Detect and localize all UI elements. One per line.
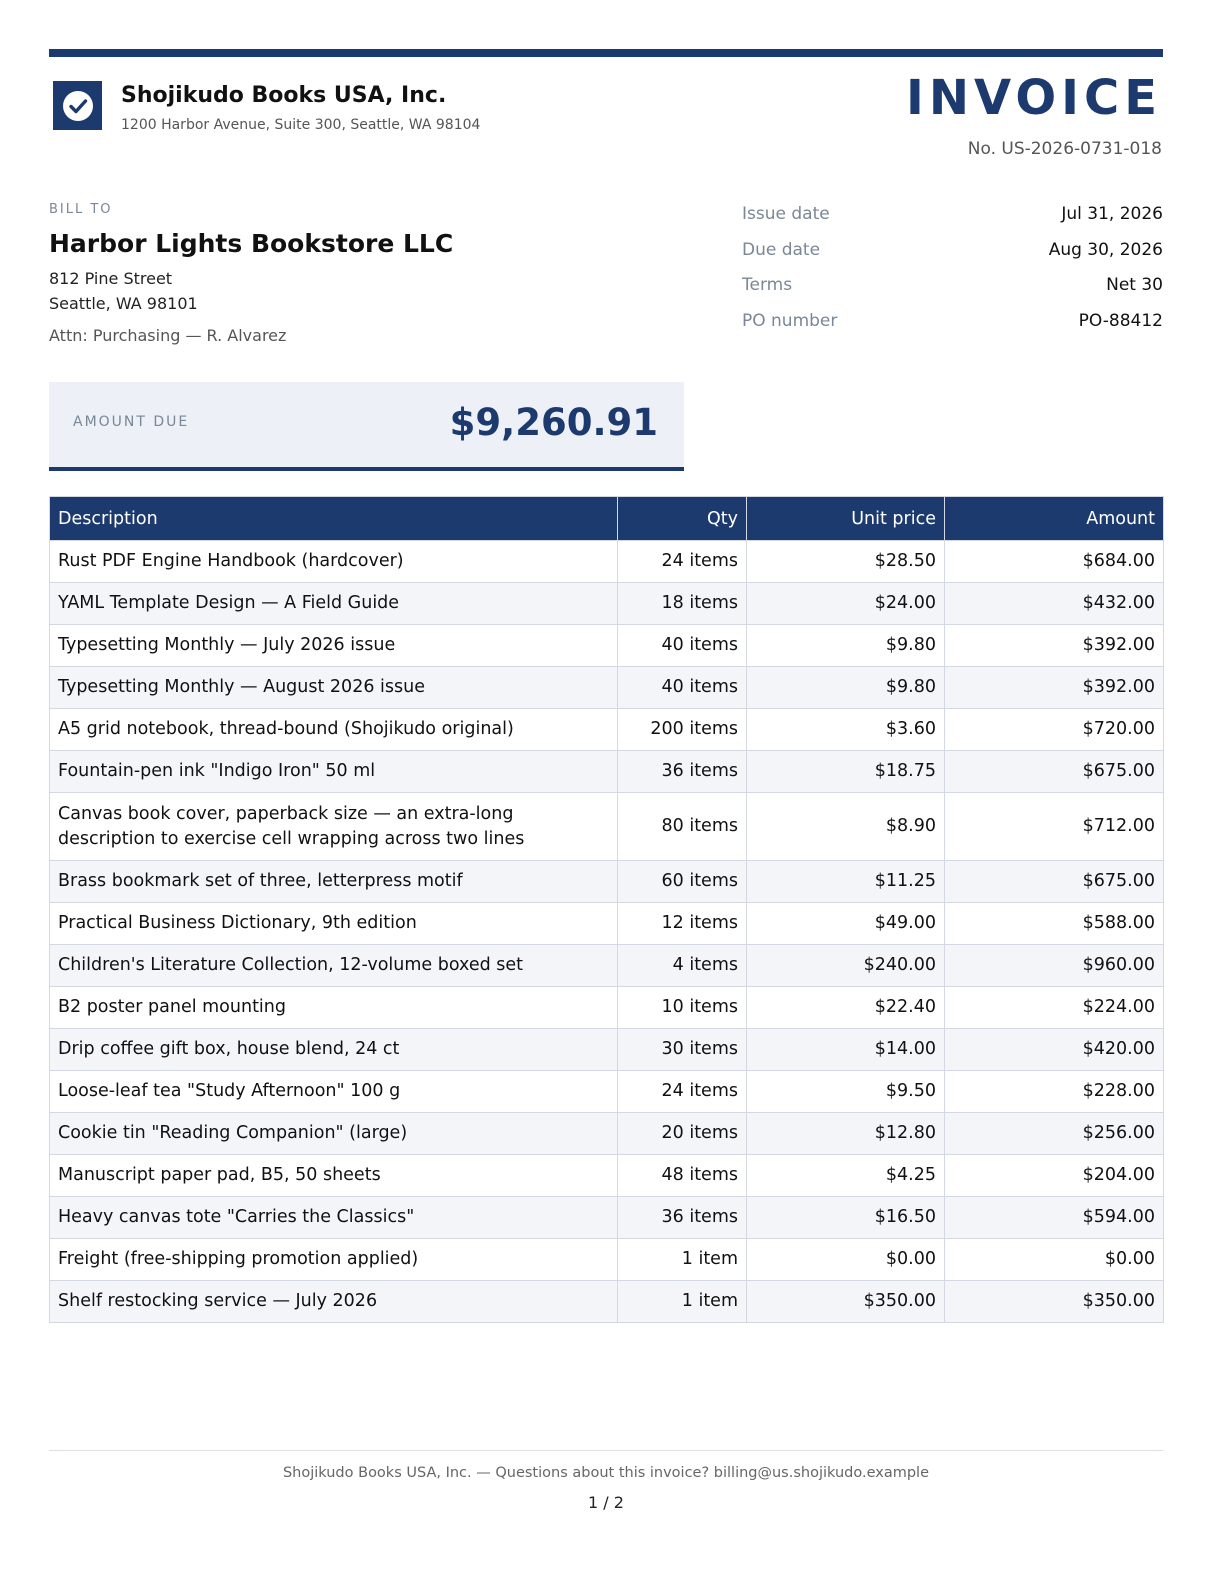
item-unit-price: $0.00 [747,1239,945,1281]
invoice-meta [742,204,1163,346]
item-qty: 200 items [618,709,747,751]
item-qty: 4 items [618,945,747,987]
item-unit-price: $9.80 [747,625,945,667]
item-amount: $594.00 [945,1197,1164,1239]
meta-row-terms [742,275,1163,311]
item-qty: 24 items [618,541,747,583]
item-qty: 1 item [618,1239,747,1281]
footer-contact: Shojikudo Books USA, Inc. — Questions about this invoice? billing@us.shojikudo.example [282,1465,930,1481]
item-unit-price: $28.50 [747,541,945,583]
item-qty: 24 items [618,1071,747,1113]
item-qty: 48 items [618,1155,747,1197]
column-header-description: Description [50,497,618,541]
item-amount: $684.00 [945,541,1164,583]
item-unit-price: $4.25 [747,1155,945,1197]
item-qty: 12 items [618,903,747,945]
table-row [50,861,1164,903]
table-row [50,667,1164,709]
bill-to-name: Harbor Lights Bookstore LLC [49,229,454,258]
item-amount: $712.00 [945,793,1164,861]
item-description: Shelf restocking service — July 2026 [50,1281,618,1323]
item-unit-price: $350.00 [747,1281,945,1323]
item-unit-price: $240.00 [747,945,945,987]
item-description: Practical Business Dictionary, 9th edition [50,903,618,945]
meta-value: Aug 30, 2026 [1048,239,1163,260]
item-unit-price: $9.50 [747,1071,945,1113]
table-row [50,541,1164,583]
meta-label: PO number [742,310,838,331]
item-qty: 10 items [618,987,747,1029]
meta-row-due-date [742,240,1163,276]
item-unit-price: $9.80 [747,667,945,709]
item-qty: 1 item [618,1281,747,1323]
table-row [50,903,1164,945]
table-row [50,1071,1164,1113]
item-description: Typesetting Monthly — July 2026 issue [50,625,618,667]
item-unit-price: $12.80 [747,1113,945,1155]
table-row [50,583,1164,625]
item-description: Children's Literature Collection, 12-volume boxed set [50,945,618,987]
table-row [50,945,1164,987]
meta-label: Due date [742,239,821,260]
amount-due-label: AMOUNT DUE [73,414,190,430]
item-unit-price: $11.25 [747,861,945,903]
meta-label: Issue date [742,204,830,224]
table-row [50,1239,1164,1281]
item-amount: $588.00 [945,903,1164,945]
item-amount: $256.00 [945,1113,1164,1155]
company-name: Shojikudo Books USA, Inc. [121,83,447,108]
item-amount: $224.00 [945,987,1164,1029]
item-amount: $960.00 [945,945,1164,987]
amount-due-value: $9,260.91 [449,401,658,444]
company-address: 1200 Harbor Avenue, Suite 300, Seattle, WA 98104 [121,117,481,133]
item-unit-price: $14.00 [747,1029,945,1071]
item-qty: 30 items [618,1029,747,1071]
table-header-row [50,497,1164,541]
check-badge-icon [53,81,102,130]
meta-value: Net 30 [1106,275,1163,295]
table-row [50,751,1164,793]
table-row [50,987,1164,1029]
meta-row-po-number [742,311,1163,347]
amount-due-box [49,382,684,471]
bill-to-city: Seattle, WA 98101 [49,294,198,313]
invoice-number: No. US-2026-0731-018 [967,139,1162,159]
item-qty: 60 items [618,861,747,903]
item-qty: 80 items [618,793,747,861]
item-description: Loose-leaf tea "Study Afternoon" 100 g [50,1071,618,1113]
column-header-qty: Qty [618,497,747,541]
footer-divider [49,1450,1163,1451]
item-description: Drip coffee gift box, house blend, 24 ct [50,1029,618,1071]
item-description: Fountain-pen ink "Indigo Iron" 50 ml [50,751,618,793]
item-amount: $675.00 [945,861,1164,903]
item-description: Freight (free-shipping promotion applied) [50,1239,618,1281]
item-amount: $0.00 [945,1239,1164,1281]
bill-to-attn: Attn: Purchasing — R. Alvarez [49,326,287,345]
table-row [50,1113,1164,1155]
item-description: Rust PDF Engine Handbook (hardcover) [50,541,618,583]
item-description: Typesetting Monthly — August 2026 issue [50,667,618,709]
item-description: Brass bookmark set of three, letterpress motif [50,861,618,903]
item-qty: 40 items [618,625,747,667]
item-description: Heavy canvas tote "Carries the Classics" [50,1197,618,1239]
item-description: Cookie tin "Reading Companion" (large) [50,1113,618,1155]
item-unit-price: $22.40 [747,987,945,1029]
meta-label: Terms [742,275,793,295]
item-amount: $392.00 [945,667,1164,709]
item-unit-price: $16.50 [747,1197,945,1239]
item-amount: $204.00 [945,1155,1164,1197]
meta-row-issue-date [742,204,1163,240]
item-description: A5 grid notebook, thread-bound (Shojikudo original) [50,709,618,751]
item-amount: $675.00 [945,751,1164,793]
item-qty: 18 items [618,583,747,625]
table-row [50,709,1164,751]
column-header-unit-price: Unit price [747,497,945,541]
bill-to-label: BILL TO [49,202,113,217]
item-unit-price: $24.00 [747,583,945,625]
item-amount: $228.00 [945,1071,1164,1113]
item-qty: 36 items [618,1197,747,1239]
item-qty: 36 items [618,751,747,793]
item-qty: 40 items [618,667,747,709]
item-description: YAML Template Design — A Field Guide [50,583,618,625]
item-amount: $720.00 [945,709,1164,751]
item-unit-price: $18.75 [747,751,945,793]
table-row [50,1197,1164,1239]
table-row [50,1155,1164,1197]
table-row [50,793,1164,861]
meta-value: Jul 31, 2026 [1061,204,1163,224]
item-description: Canvas book cover, paperback size — an extra-long description to exercise cell wrapping across two lines [50,793,618,861]
item-amount: $432.00 [945,583,1164,625]
item-description: B2 poster panel mounting [50,987,618,1029]
invoice-title: INVOICE [905,70,1162,126]
item-qty: 20 items [618,1113,747,1155]
page-number: 1 / 2 [588,1493,624,1512]
table-row [50,1029,1164,1071]
item-unit-price: $8.90 [747,793,945,861]
item-amount: $350.00 [945,1281,1164,1323]
item-amount: $420.00 [945,1029,1164,1071]
meta-value: PO-88412 [1078,310,1163,331]
item-unit-price: $3.60 [747,709,945,751]
item-description: Manuscript paper pad, B5, 50 sheets [50,1155,618,1197]
bill-to-street: 812 Pine Street [49,269,173,288]
line-items-table [49,496,1164,1323]
table-row [50,1281,1164,1323]
top-rule [49,49,1163,57]
item-amount: $392.00 [945,625,1164,667]
item-unit-price: $49.00 [747,903,945,945]
column-header-amount: Amount [945,497,1164,541]
table-row [50,625,1164,667]
